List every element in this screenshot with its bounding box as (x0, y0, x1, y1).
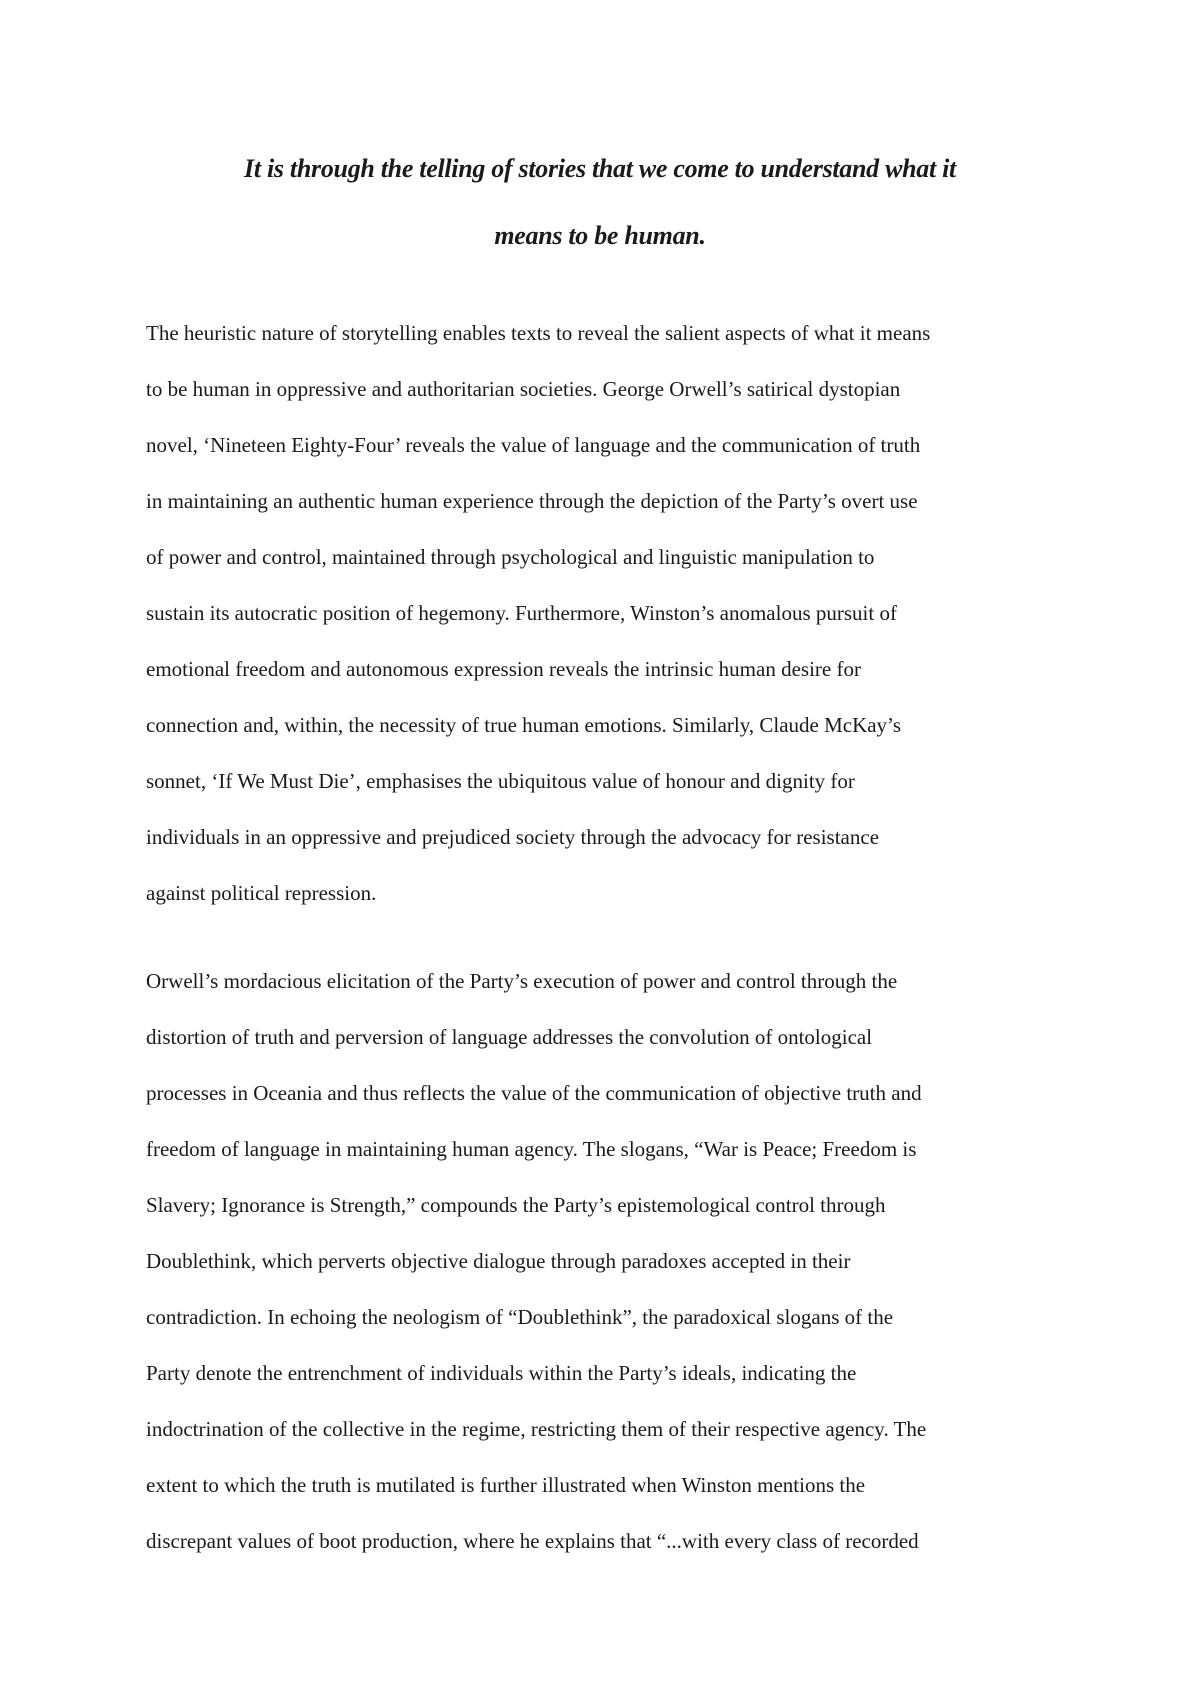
text-line: Slavery; Ignorance is Strength,” compounds the Party’s epistemological control through (146, 1193, 886, 1217)
body-paragraph (146, 953, 1076, 1569)
text-line: contradiction. In echoing the neologism of “Doublethink”, the paradoxical slogans of the (146, 1305, 894, 1329)
text-line: Orwell’s mordacious elicitation of the Party’s execution of power and control through the (146, 969, 898, 993)
text-line: connection and, within, the necessity of true human emotions. Similarly, Claude McKay’s (146, 713, 902, 737)
text-line: processes in Oceania and thus reflects the value of the communication of objective truth and (146, 1081, 922, 1105)
text-line: extent to which the truth is mutilated is further illustrated when Winston mentions the (146, 1473, 866, 1497)
text-line: The heuristic nature of storytelling enables texts to reveal the salient aspects of what it means (146, 321, 931, 345)
text-line: of power and control, maintained through psychological and linguistic manipulation to (146, 545, 875, 569)
text-line: distortion of truth and perversion of language addresses the convolution of ontological (146, 1025, 873, 1049)
text-line: indoctrination of the collective in the regime, restricting them of their respective agency. The (146, 1417, 927, 1441)
text-line: discrepant values of boot production, where he explains that “...with every class of recorded (146, 1529, 919, 1553)
title-line: means to be human. (494, 221, 706, 250)
title-line: It is through the telling of stories that we come to understand what it (244, 154, 956, 183)
essay-title (140, 135, 1060, 269)
text-line: emotional freedom and autonomous expression reveals the intrinsic human desire for (146, 657, 861, 681)
introduction-paragraph (146, 305, 1076, 921)
text-line: Party denote the entrenchment of individuals within the Party’s ideals, indicating the (146, 1361, 857, 1385)
text-line: in maintaining an authentic human experience through the depiction of the Party’s overt use (146, 489, 918, 513)
text-line: sonnet, ‘If We Must Die’, emphasises the ubiquitous value of honour and dignity for (146, 769, 855, 793)
text-line: against political repression. (146, 881, 377, 905)
text-line: sustain its autocratic position of hegemony. Furthermore, Winston’s anomalous pursuit of (146, 601, 897, 625)
text-line: Doublethink, which perverts objective dialogue through paradoxes accepted in their (146, 1249, 851, 1273)
text-line: novel, ‘Nineteen Eighty-Four’ reveals the value of language and the communication of truth (146, 433, 921, 457)
text-line: individuals in an oppressive and prejudiced society through the advocacy for resistance (146, 825, 880, 849)
text-line: to be human in oppressive and authoritarian societies. George Orwell’s satirical dystopian (146, 377, 901, 401)
text-line: freedom of language in maintaining human agency. The slogans, “War is Peace; Freedom is (146, 1137, 917, 1161)
